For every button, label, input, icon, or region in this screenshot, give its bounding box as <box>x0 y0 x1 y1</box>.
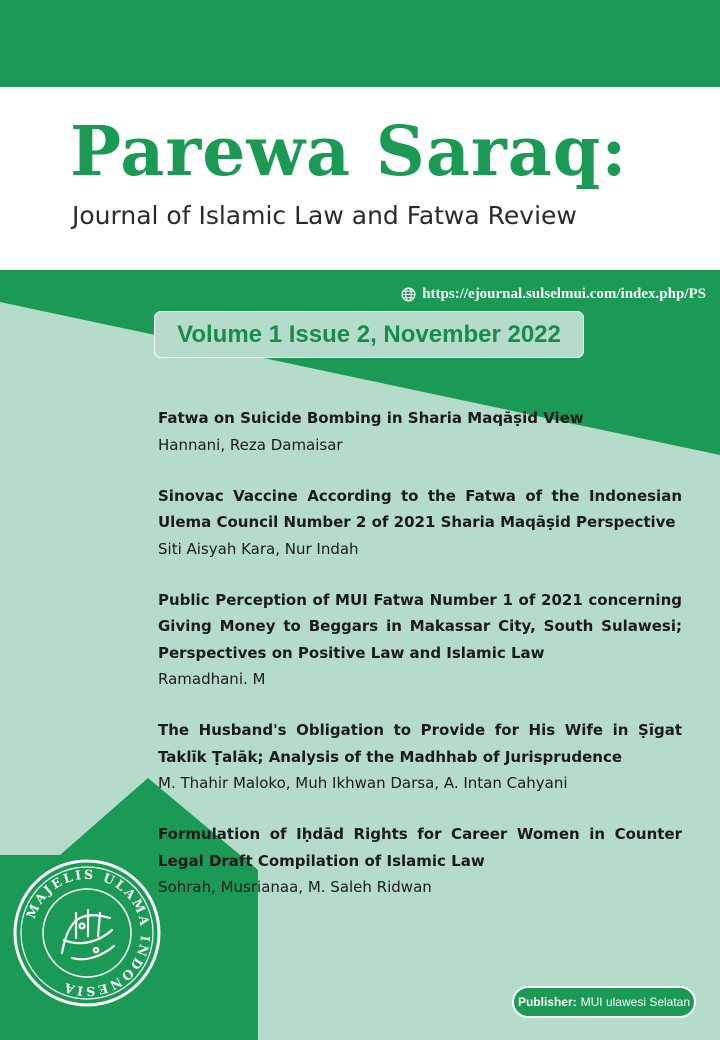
article-item[interactable] <box>158 587 682 693</box>
volume-box: Volume 1 Issue 2, November 2022 <box>154 311 584 358</box>
article-title[interactable]: The Husband's Obligation to Provide for His Wife in Ṣīgat Taklīk Ṭalāk; Analysis of the Madhhab of Jurisprudence <box>158 721 682 766</box>
publisher-badge <box>512 986 696 1018</box>
article-authors: Ramadhani. M <box>158 670 266 688</box>
journal-subtitle: Journal of Islamic Law and Fatwa Review <box>72 201 577 230</box>
article-authors: Siti Aisyah Kara, Nur Indah <box>158 539 359 558</box>
article-authors: Sohrah, Musrianaa, M. Saleh Ridwan <box>158 878 432 896</box>
article-item[interactable] <box>158 717 682 796</box>
journal-url[interactable] <box>401 286 706 303</box>
article-title[interactable]: Formulation of Iḥdād Rights for Career Women in Counter Legal Draft Compilation of Islamic Law <box>158 825 682 870</box>
mui-logo <box>12 858 162 1008</box>
article-title[interactable]: Sinovac Vaccine According to the Fatwa of the Indonesian Ulema Council Number 2 of 2021 Sharia Maqāṣid Perspective <box>158 486 682 531</box>
publisher-name: MUI ulawesi Selatan <box>580 995 691 1009</box>
article-list <box>158 405 682 925</box>
globe-icon <box>401 287 416 302</box>
article-title[interactable]: Public Perception of MUI Fatwa Number 1 of 2021 concerning Giving Money to Beggars in Makassar City, South Sulawesi; Perspectives on Positive Law and Islamic Law <box>158 590 682 662</box>
top-green-bar <box>0 0 720 87</box>
article-authors: Hannani, Reza Damaisar <box>158 435 343 454</box>
journal-url-text[interactable]: https://ejournal.sulselmui.com/index.php/PS <box>422 286 706 302</box>
article-item[interactable] <box>158 483 682 562</box>
article-item[interactable] <box>158 821 682 900</box>
journal-title: Parewa Saraq: <box>70 112 628 192</box>
article-title[interactable]: Fatwa on Suicide Bombing in Sharia Maqāṣid View <box>158 409 584 427</box>
article-item[interactable] <box>158 405 682 458</box>
article-authors: M. Thahir Maloko, Muh Ikhwan Darsa, A. Intan Cahyani <box>158 774 568 792</box>
publisher-label: Publisher: <box>517 995 577 1009</box>
logo-ring-text: MAJELIS ULAMA INDONESIA <box>23 866 154 1000</box>
